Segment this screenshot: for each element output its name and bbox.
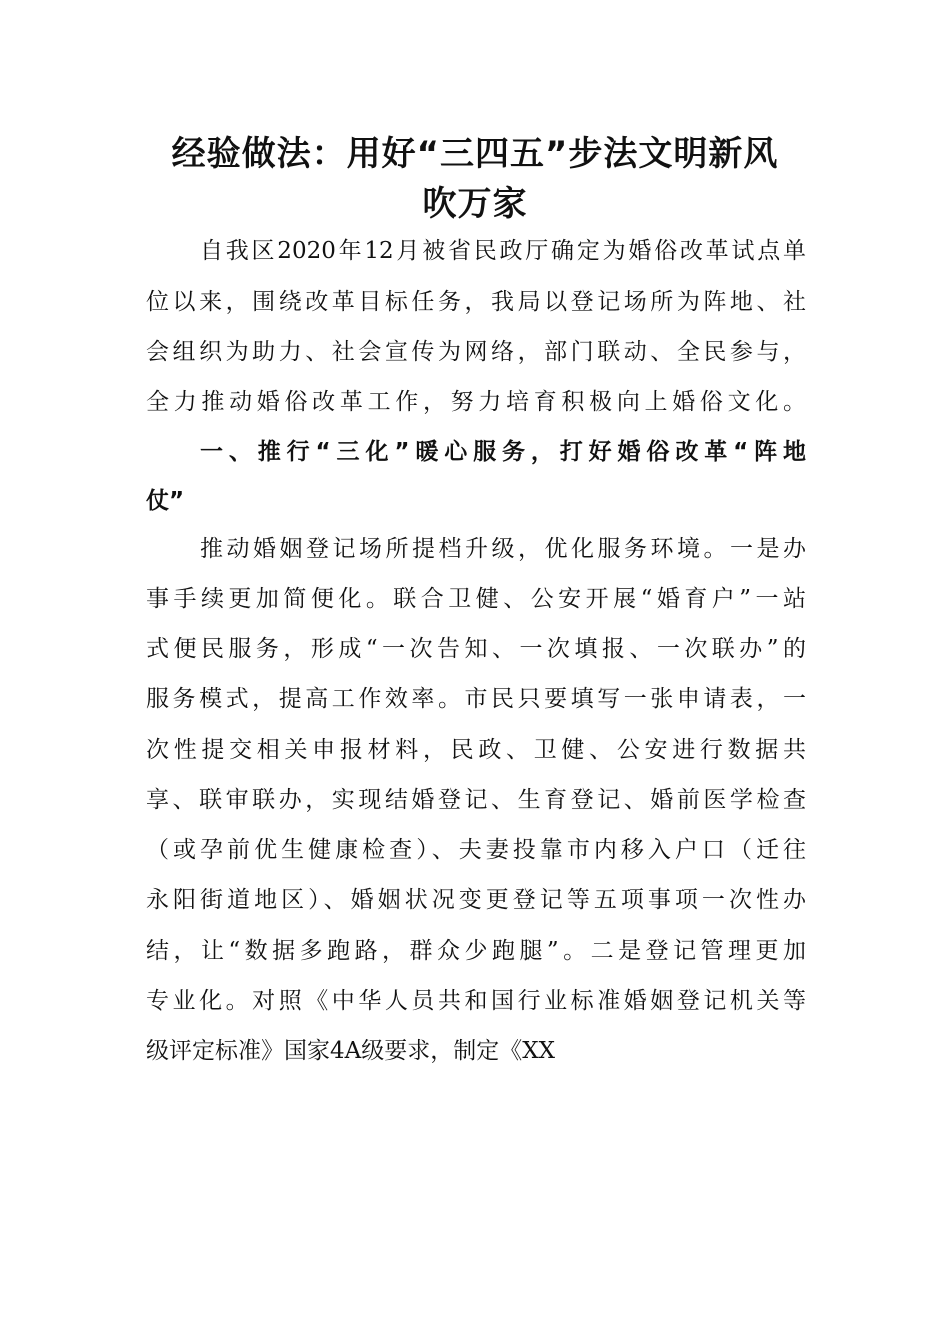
document-title-line-2: 吹万家 xyxy=(422,184,528,224)
intro-paragraph-line: 位以来，围绕改革目标任务，我局以登记场所为阵地、社 xyxy=(146,289,806,315)
body-paragraph-line: 永阳街道地区）、婚姻状况变更登记等五项事项一次性办 xyxy=(146,887,806,913)
body-paragraph-line: （或孕前优生健康检查）、夫妻投靠市内移入户口（迁往 xyxy=(146,837,806,863)
body-paragraph-line: 级评定标准》国家4A级要求，制定《XX xyxy=(146,1038,555,1064)
section-heading-line-2: 仗” xyxy=(146,488,185,514)
body-paragraph-line: 专业化。对照《中华人员共和国行业标准婚姻登记机关等 xyxy=(146,988,806,1014)
intro-paragraph-line: 自我区2020年12月被省民政厅确定为婚俗改革试点单 xyxy=(200,238,806,264)
intro-paragraph-line: 会组织为助力、社会宣传为网络，部门联动、全民参与， xyxy=(146,339,806,365)
section-heading-line-1: 一、推行“三化”暖心服务，打好婚俗改革“阵地 xyxy=(200,439,806,465)
intro-paragraph-line: 全力推动婚俗改革工作，努力培育积极向上婚俗文化。 xyxy=(146,389,806,415)
body-paragraph-line: 享、联审联办，实现结婚登记、生育登记、婚前医学检查 xyxy=(146,787,806,813)
body-paragraph-line: 式便民服务，形成“一次告知、一次填报、一次联办”的 xyxy=(146,636,806,662)
body-paragraph-line: 推动婚姻登记场所提档升级，优化服务环境。一是办 xyxy=(200,536,806,562)
body-paragraph-line: 次性提交相关申报材料，民政、卫健、公安进行数据共 xyxy=(146,737,806,763)
document-title-line-1: 经验做法：用好“三四五”步法文明新风 xyxy=(171,134,779,174)
body-paragraph-line: 服务模式，提高工作效率。市民只要填写一张申请表，一 xyxy=(146,686,806,712)
body-paragraph-line: 事手续更加简便化。联合卫健、公安开展“婚育户”一站 xyxy=(146,586,806,612)
body-paragraph-line: 结，让“数据多跑路，群众少跑腿”。二是登记管理更加 xyxy=(146,938,806,964)
